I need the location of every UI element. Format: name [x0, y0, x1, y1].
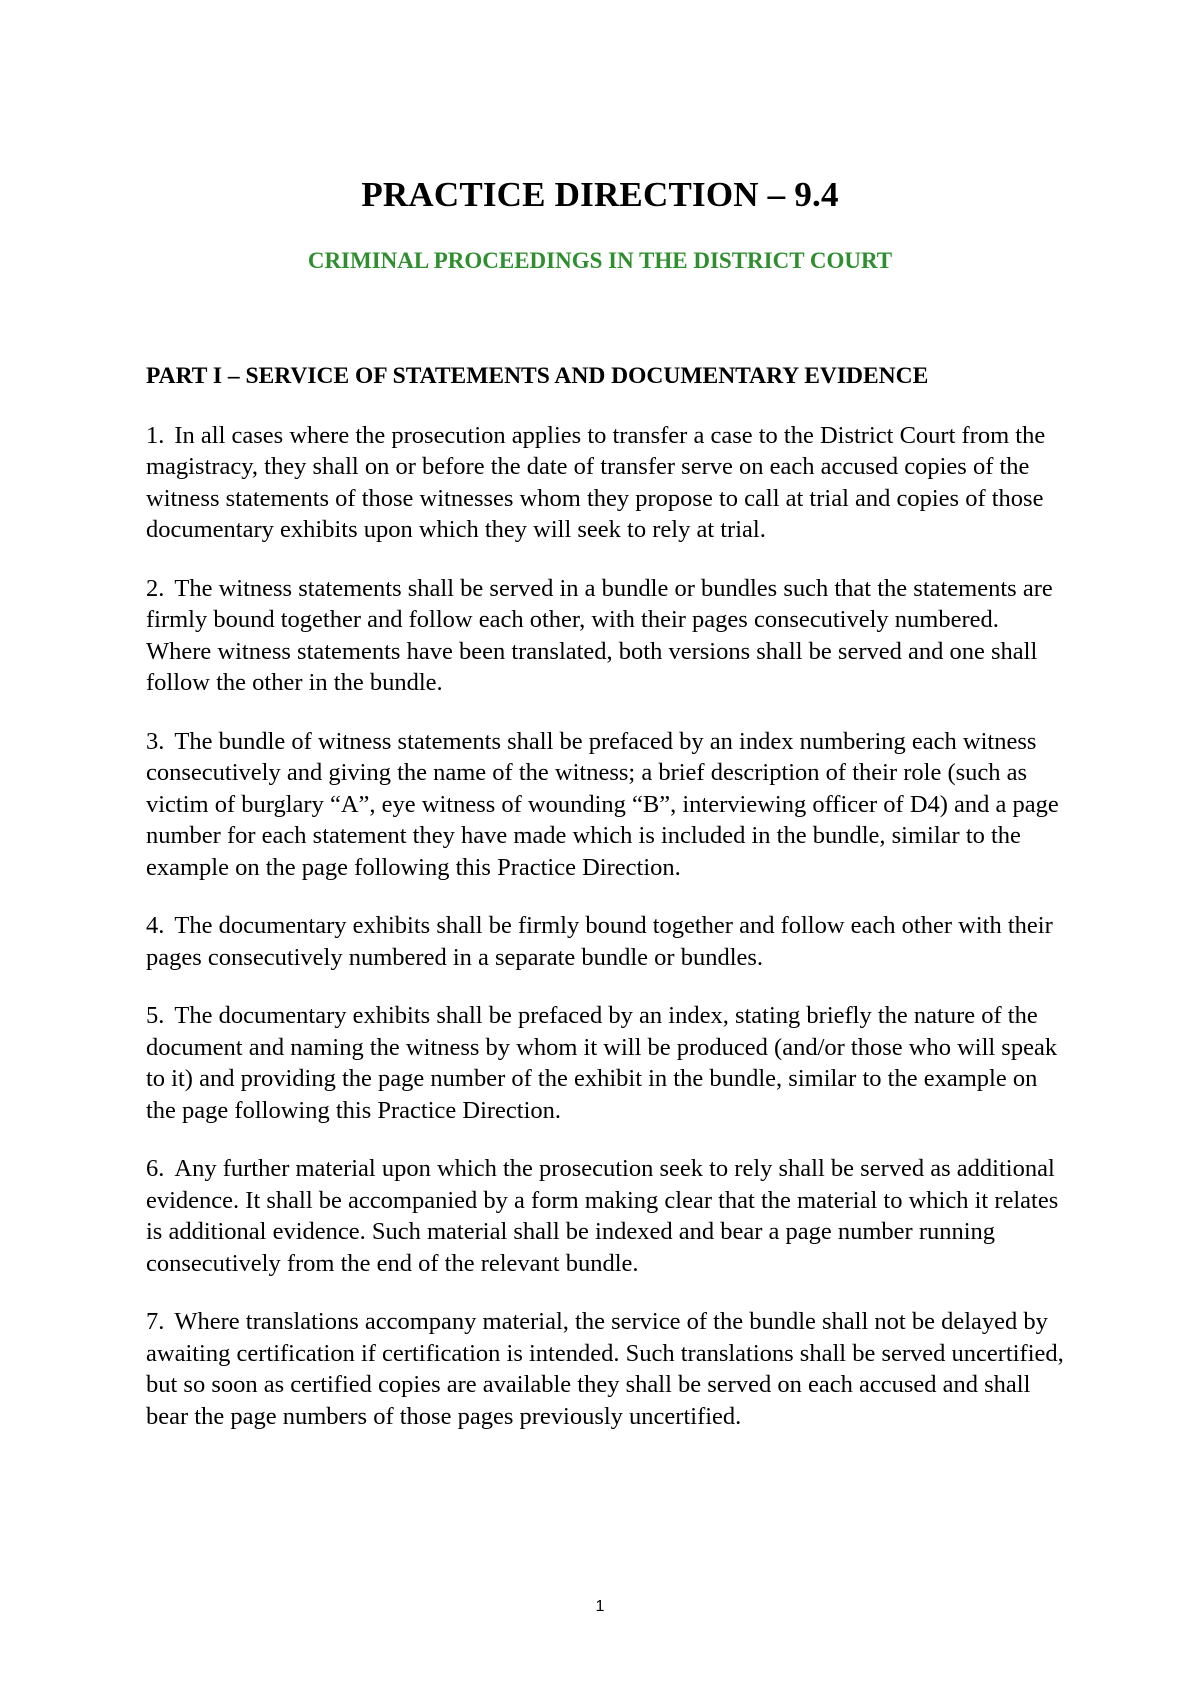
paragraph-number: 4. [146, 912, 165, 939]
paragraph-number: 6. [146, 1155, 165, 1182]
page-number: 1 [595, 1598, 605, 1615]
page-title: PRACTICE DIRECTION – 9.4 [361, 175, 839, 214]
paragraph-number: 7. [146, 1308, 165, 1335]
paragraph-number: 1. [146, 421, 165, 449]
paragraph-5 [146, 1000, 1068, 1126]
paragraph-2 [146, 573, 1068, 699]
paragraph-number: 2. [146, 574, 165, 602]
page-subtitle: CRIMINAL PROCEEDINGS IN THE DISTRICT COURT [307, 248, 893, 273]
paragraph-1 [146, 420, 1068, 546]
paragraph-text: The documentary exhibits shall be prefaced by an index, stating briefly the nature of the document and naming the witness by whom it will be produced (and/or those who will speak to it) and providing the page number of the exhibit in the bundle, similar to the example on the page following this Practice Direction. [146, 1002, 1058, 1124]
part-heading: PART I – SERVICE OF STATEMENTS AND DOCUMENTARY EVIDENCE [146, 363, 929, 389]
paragraph-text: Any further material upon which the prosecution seek to rely shall be served as additional evidence. It shall be accompanied by a form making clear that the material to which it relates is additional evidence. Such material shall be indexed and bear a page number running consecutively from the end of the relevant bundle. [146, 1155, 1059, 1277]
paragraph-3 [146, 726, 1068, 884]
paragraph-4 [146, 910, 1068, 973]
paragraph-text: The documentary exhibits shall be firmly bound together and follow each other with their pages consecutively numbered in a separate bundle or bundles. [146, 912, 1053, 971]
paragraph-number: 3. [146, 727, 165, 755]
paragraph-text: The witness statements shall be served in a bundle or bundles such that the statements are firmly bound together and follow each other, with their pages consecutively numbered. Where witness statements have been translated, both versions shall be served and one shall follow the other in the bundle. [146, 574, 1053, 696]
paragraph-6 [146, 1153, 1068, 1279]
paragraph-text: The bundle of witness statements shall be prefaced by an index numbering each witness consecutively and giving the name of the witness; a brief description of their role (such as victim of burglary “A”, eye witness of wounding “B”, interviewing officer of D4) and a page number for each statement they have made which is included in the bundle, similar to the example on the page following this Practice Direction. [146, 727, 1059, 881]
paragraph-text: In all cases where the prosecution applies to transfer a case to the District Court from the magistracy, they shall on or before the date of transfer serve on each accused copies of the witness statements of those witnesses whom they propose to call at trial and copies of those documentary exhibits upon which they will seek to rely at trial. [146, 421, 1046, 543]
paragraph-text: Where translations accompany material, the service of the bundle shall not be delayed by awaiting certification if certification is intended. Such translations shall be served uncertified, but so soon as certified copies are available they shall be served on each accused and shall bear the page numbers of those pages previously uncertified. [146, 1308, 1064, 1430]
paragraph-7 [146, 1306, 1068, 1432]
paragraph-number: 5. [146, 1002, 165, 1029]
document-body [146, 361, 1068, 1459]
